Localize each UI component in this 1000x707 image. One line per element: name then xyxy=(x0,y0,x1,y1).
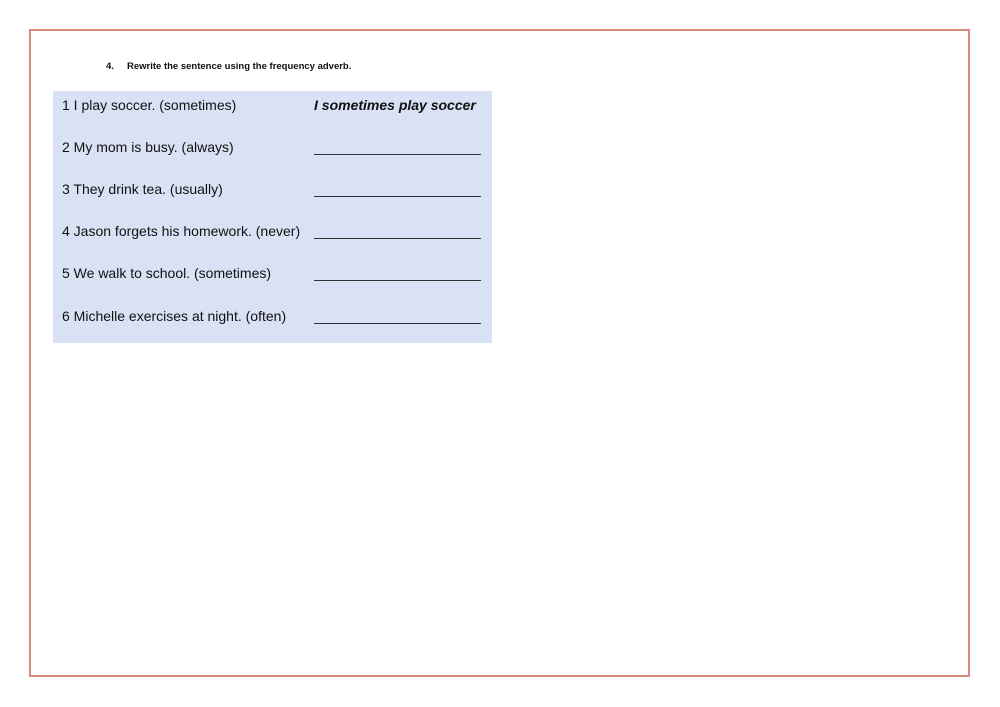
exercise-prompt-1: 1 I play soccer. (sometimes) xyxy=(62,97,237,113)
exercise-row-1 xyxy=(53,93,492,117)
exercise-prompt-5: 5 We walk to school. (sometimes) xyxy=(62,265,272,281)
answer-blank-5[interactable] xyxy=(314,280,481,281)
exercise-row-6 xyxy=(53,304,492,328)
example-answer: I sometimes play soccer xyxy=(314,97,476,113)
exercise-prompt-3: 3 They drink tea. (usually) xyxy=(62,181,223,197)
answer-blank-2[interactable] xyxy=(314,154,481,155)
exercise-row-3 xyxy=(53,177,492,201)
instruction-text: Rewrite the sentence using the frequency adverb. xyxy=(127,61,352,72)
answer-blank-4[interactable] xyxy=(314,238,481,239)
exercise-instruction xyxy=(106,61,351,72)
exercise-prompt-2: 2 My mom is busy. (always) xyxy=(62,139,234,155)
exercise-prompt-4: 4 Jason forgets his homework. (never) xyxy=(62,223,301,239)
exercise-row-5 xyxy=(53,261,492,285)
exercise-prompt-6: 6 Michelle exercises at night. (often) xyxy=(62,308,287,324)
exercise-box xyxy=(53,91,492,343)
exercise-row-4 xyxy=(53,219,492,243)
answer-blank-3[interactable] xyxy=(314,196,481,197)
exercise-row-2 xyxy=(53,135,492,159)
answer-blank-6[interactable] xyxy=(314,323,481,324)
instruction-number: 4. xyxy=(106,61,114,72)
